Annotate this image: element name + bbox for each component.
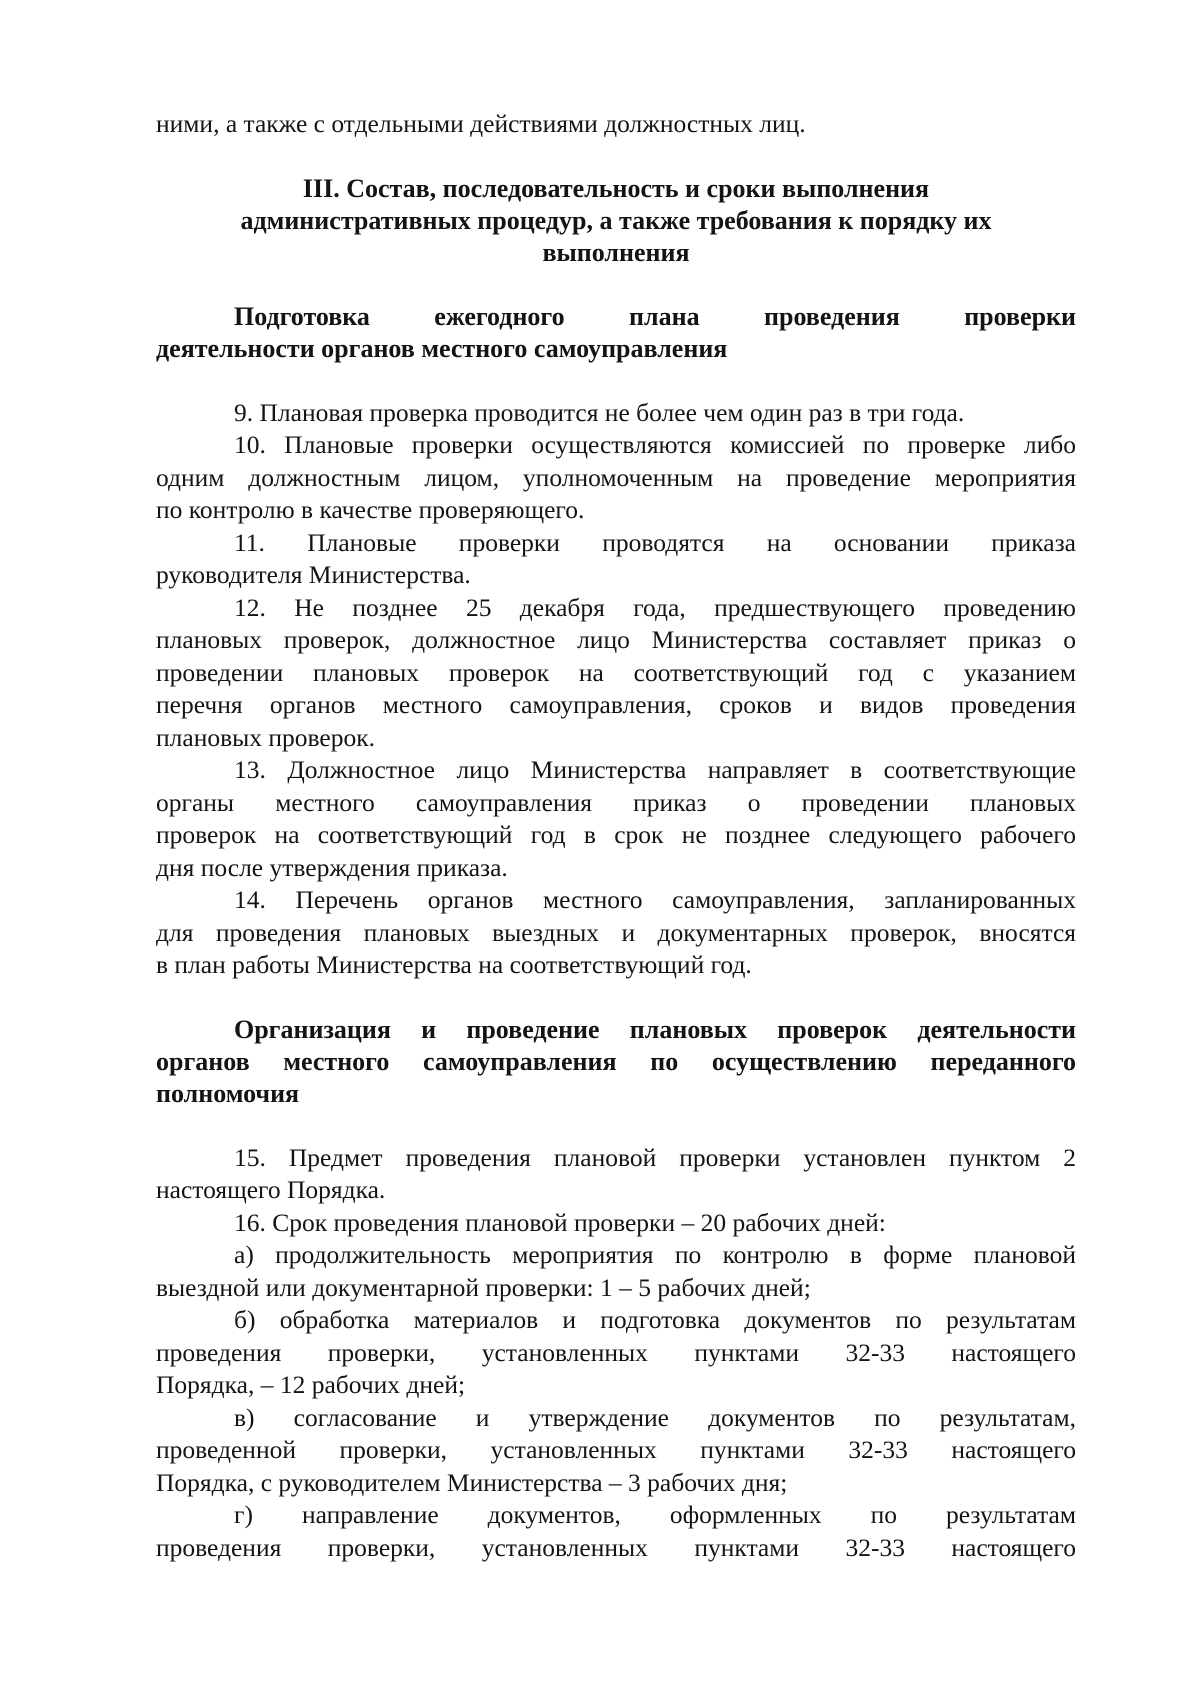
paragraph-line: руководителя Министерства. <box>156 560 471 589</box>
paragraph-line: дня после утверждения приказа. <box>156 852 508 882</box>
paragraph-line: в) согласование и утверждение документов по результатам, <box>234 1402 1076 1432</box>
paragraph-line: проведении плановых проверок на соответствующий год с указанием <box>156 657 1076 687</box>
paragraph-line: 10. Плановые проверки осуществляются комиссией по проверке либо <box>234 430 1076 459</box>
paragraph-line: Порядка, с руководителем Министерства – 3 рабочих дня; <box>156 1467 788 1497</box>
paragraphs-9-14 <box>156 397 1076 982</box>
paragraph-line: для проведения плановых выездных и документарных проверок, вносятся <box>156 917 1076 947</box>
paragraph-line: по контролю в качестве проверяющего. <box>156 495 585 524</box>
document-page <box>156 108 1076 1564</box>
section-title-line: выполнения <box>542 237 690 267</box>
paragraph-line: плановых проверок, должностное лицо Министерства составляет приказ о <box>156 625 1076 654</box>
paragraph-line: одним должностным лицом, уполномоченным на проведение мероприятия <box>156 462 1076 492</box>
paragraph-line: в план работы Министерства на соответствующий год. <box>156 950 752 979</box>
paragraph-line: 16. Срок проведения плановой проверки – 20 рабочих дней: <box>234 1207 886 1237</box>
subheading-line: Организация и проведение плановых проверок деятельности <box>234 1014 1076 1044</box>
paragraph-line: 11. Плановые проверки проводятся на основании приказа <box>234 527 1076 557</box>
subheading-line: полномочия <box>156 1078 300 1108</box>
paragraph-line: проведения проверки, установленных пунктами 32-33 настоящего <box>156 1337 1076 1367</box>
subheading-line: Подготовка ежегодного плана проведения проверки <box>234 301 1076 331</box>
paragraph-line: проведения проверки, установленных пунктами 32-33 настоящего <box>156 1532 1076 1562</box>
paragraph-line: 15. Предмет проведения плановой проверки установлен пунктом 2 <box>234 1142 1076 1172</box>
paragraph-line: проведенной проверки, установленных пунктами 32-33 настоящего <box>156 1435 1076 1464</box>
spacer <box>156 269 1076 301</box>
paragraph-line: проверок на соответствующий год в срок не позднее следующего рабочего <box>156 820 1076 849</box>
paragraph-line: б) обработка материалов и подготовка документов по результатам <box>234 1305 1076 1334</box>
subheading-plan-preparation <box>156 301 1076 365</box>
intro-line: ними, а также с отдельными действиями должностных лиц. <box>156 109 806 138</box>
spacer <box>156 982 1076 1014</box>
paragraph-line: 14. Перечень органов местного самоуправления, запланированных <box>234 885 1076 914</box>
subheading-inspection-organization <box>156 1014 1076 1110</box>
paragraph-line: г) направление документов, оформленных по результатам <box>234 1500 1076 1529</box>
paragraph-line: плановых проверок. <box>156 722 376 752</box>
paragraph-line: органы местного самоуправления приказ о проведении плановых <box>156 787 1076 817</box>
section-title <box>156 173 1076 269</box>
paragraph-line: настоящего Порядка. <box>156 1175 386 1204</box>
paragraph-line: 12. Не позднее 25 декабря года, предшествующего проведению <box>234 592 1076 622</box>
paragraph-line: 9. Плановая проверка проводится не более чем один раз в три года. <box>234 397 965 427</box>
subheading-line: органов местного самоуправления по осуществлению переданного <box>156 1046 1076 1076</box>
paragraph-line: выездной или документарной проверки: 1 – 5 рабочих дней; <box>156 1272 811 1302</box>
section-title-line: III. Состав, последовательность и сроки выполнения <box>302 173 930 203</box>
spacer <box>156 1110 1076 1142</box>
spacer <box>156 365 1076 397</box>
paragraph-line: Порядка, – 12 рабочих дней; <box>156 1370 466 1399</box>
subheading-line: деятельности органов местного самоуправления <box>156 333 728 363</box>
paragraph-line: перечня органов местного самоуправления, сроков и видов проведения <box>156 690 1076 719</box>
paragraphs-15-16 <box>156 1142 1076 1565</box>
section-title-line: административных процедур, а также требования к порядку их <box>240 205 992 235</box>
spacer <box>156 141 1076 173</box>
paragraph-line: а) продолжительность мероприятия по контролю в форме плановой <box>234 1240 1076 1269</box>
paragraph-line: 13. Должностное лицо Министерства направляет в соответствующие <box>234 755 1076 784</box>
